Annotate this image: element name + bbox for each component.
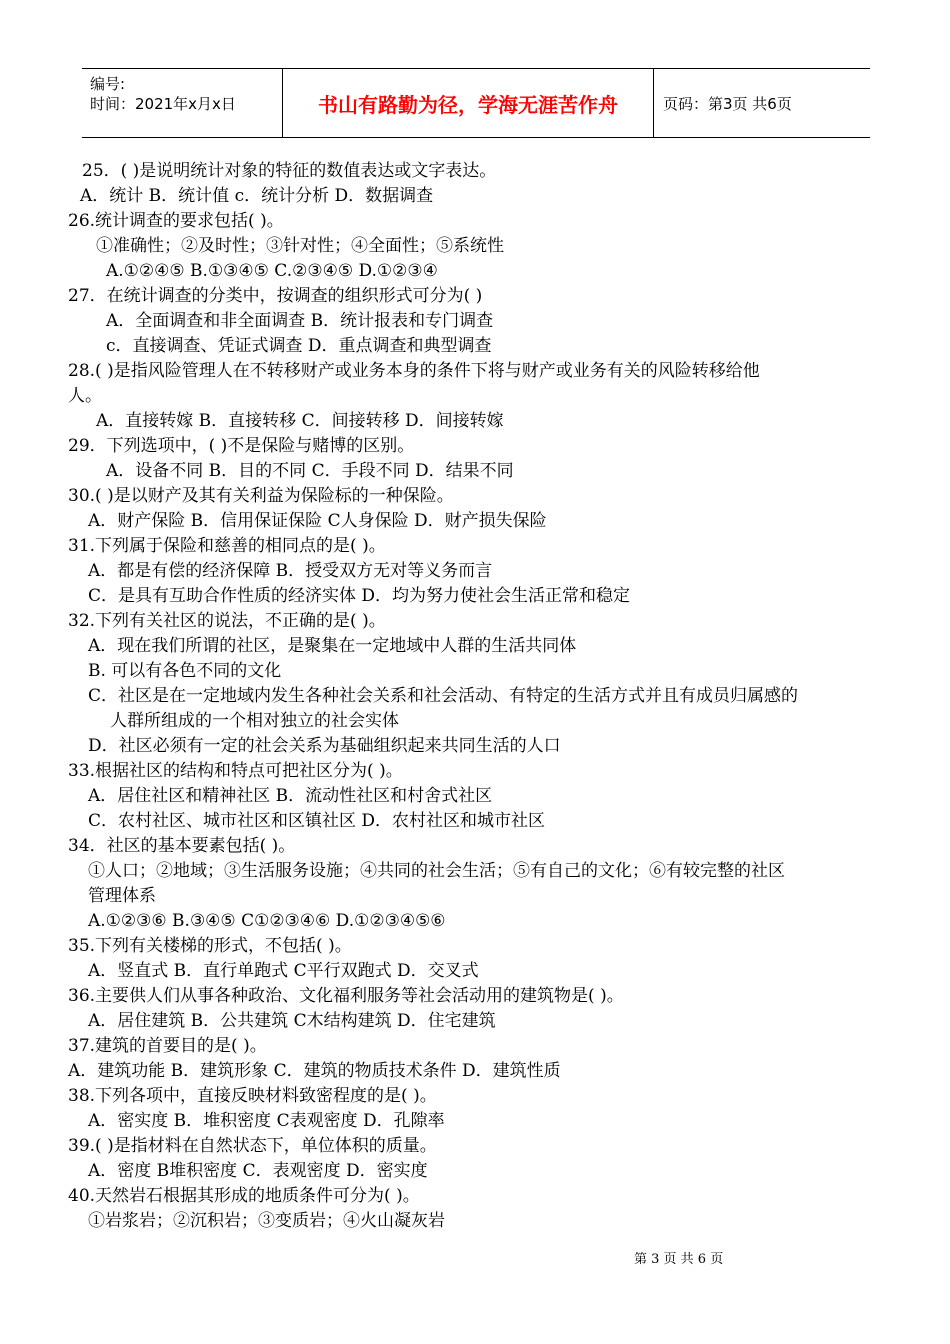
header-info-cell <box>82 69 282 137</box>
question-31-options-1: A．都是有偿的经济保障 B．授受双方无对等义务而言 <box>88 561 493 581</box>
question-32-option-c-continued: 人群所组成的一个相对独立的社会实体 <box>110 711 399 731</box>
question-34-options: A.①②③⑥ B.③④⑤ C①②③④⑥ D.①②③④⑤⑥ <box>88 911 446 931</box>
question-31: 31.下列属于保险和慈善的相同点的是( )。 <box>68 536 386 556</box>
question-36: 36.主要供人们从事各种政治、文化福利服务等社会活动用的建筑物是( )。 <box>68 986 624 1006</box>
question-39-options: A．密度 B堆积密度 C．表观密度 D．密实度 <box>88 1161 428 1181</box>
page-header <box>82 68 870 138</box>
question-33-options-2: C．农村社区、城市社区和区镇社区 D．农村社区和城市社区 <box>88 811 546 831</box>
question-34-items-continued: 管理体系 <box>88 886 156 906</box>
question-30-options: A．财产保险 B．信用保证保险 C人身保险 D．财产损失保险 <box>88 511 547 531</box>
question-25: 25．( )是说明统计对象的特征的数值表达或文字表达。 <box>82 161 497 181</box>
question-32-option-c: C．社区是在一定地域内发生各种社会关系和社会活动、有特定的生活方式并且有成员归属感的 <box>88 686 799 706</box>
question-37: 37.建筑的首要目的是( )。 <box>68 1036 267 1056</box>
question-27: 27．在统计调查的分类中，按调查的组织形式可分为( ) <box>68 286 483 306</box>
question-29: 29．下列选项中，( )不是保险与赌博的区别。 <box>68 436 415 456</box>
question-28-continued: 人。 <box>68 386 102 406</box>
question-33: 33.根据社区的结构和特点可把社区分为( )。 <box>68 761 403 781</box>
question-40: 40.天然岩石根据其形成的地质条件可分为( )。 <box>68 1186 420 1206</box>
header-motto: 书山有路勤为径，学海无涯苦作舟 <box>282 69 654 137</box>
question-38-options: A．密实度 B．堆积密度 C表观密度 D．孔隙率 <box>88 1111 445 1131</box>
question-35-options: A．竖直式 B．直行单跑式 C平行双跑式 D．交叉式 <box>88 961 479 981</box>
question-35: 35.下列有关楼梯的形式，不包括( )。 <box>68 936 352 956</box>
question-32-option-d: D．社区必须有一定的社会关系为基础组织起来共同生活的人口 <box>88 736 561 756</box>
question-27-options-2: c．直接调查、凭证式调查 D．重点调查和典型调查 <box>106 336 492 356</box>
question-34: 34．社区的基本要素包括( )。 <box>68 836 296 856</box>
document-number-label: 编号: <box>90 75 126 93</box>
page-footer: 第 3 页 共 6 页 <box>634 1252 724 1267</box>
question-26-items: ①准确性；②及时性；③针对性；④全面性；⑤系统性 <box>96 236 504 256</box>
question-26: 26.统计调查的要求包括( )。 <box>68 211 284 231</box>
question-38: 38.下列各项中，直接反映材料致密程度的是( )。 <box>68 1086 437 1106</box>
question-28: 28.( )是指风险管理人在不转移财产或业务本身的条件下将与财产或业务有关的风险转移给他 <box>68 361 760 381</box>
question-26-options: A.①②④⑤ B.①③④⑤ C.②③④⑤ D.①②③④ <box>106 261 438 281</box>
date-label: 时间：2021年x月x日 <box>90 95 236 113</box>
question-30: 30.( )是以财产及其有关利益为保险标的一种保险。 <box>68 486 454 506</box>
question-32-option-b: B. 可以有各色不同的文化 <box>88 661 282 681</box>
question-25-options: A．统计 B．统计值 c．统计分析 D．数据调查 <box>80 186 434 206</box>
question-27-options-1: A．全面调查和非全面调查 B．统计报表和专门调查 <box>106 311 494 331</box>
header-page-cell <box>653 69 870 137</box>
question-33-options-1: A．居住社区和精神社区 B．流动性社区和村舍式社区 <box>88 786 493 806</box>
question-28-options: A．直接转嫁 B．直接转移 C．间接转移 D．间接转嫁 <box>96 411 504 431</box>
question-32: 32.下列有关社区的说法，不正确的是( )。 <box>68 611 386 631</box>
question-32-option-a: A．现在我们所谓的社区，是聚集在一定地域中人群的生活共同体 <box>88 636 577 656</box>
question-36-options: A．居住建筑 B．公共建筑 C木结构建筑 D．住宅建筑 <box>88 1011 496 1031</box>
question-39: 39.( )是指材料在自然状态下，单位体积的质量。 <box>68 1136 437 1156</box>
question-31-options-2: C．是具有互助合作性质的经济实体 D．均为努力使社会生活正常和稳定 <box>88 586 631 606</box>
page-number-label: 页码：第3页 共6页 <box>663 94 792 113</box>
question-40-items: ①岩浆岩；②沉积岩；③变质岩；④火山凝灰岩 <box>88 1211 445 1231</box>
question-29-options: A．设备不同 B．目的不同 C．手段不同 D．结果不同 <box>106 461 514 481</box>
question-37-options: A．建筑功能 B．建筑形象 C．建筑的物质技术条件 D．建筑性质 <box>68 1061 561 1081</box>
question-34-items: ①人口；②地域；③生活服务设施；④共同的社会生活；⑤有自己的文化；⑥有较完整的社区 <box>88 861 785 881</box>
